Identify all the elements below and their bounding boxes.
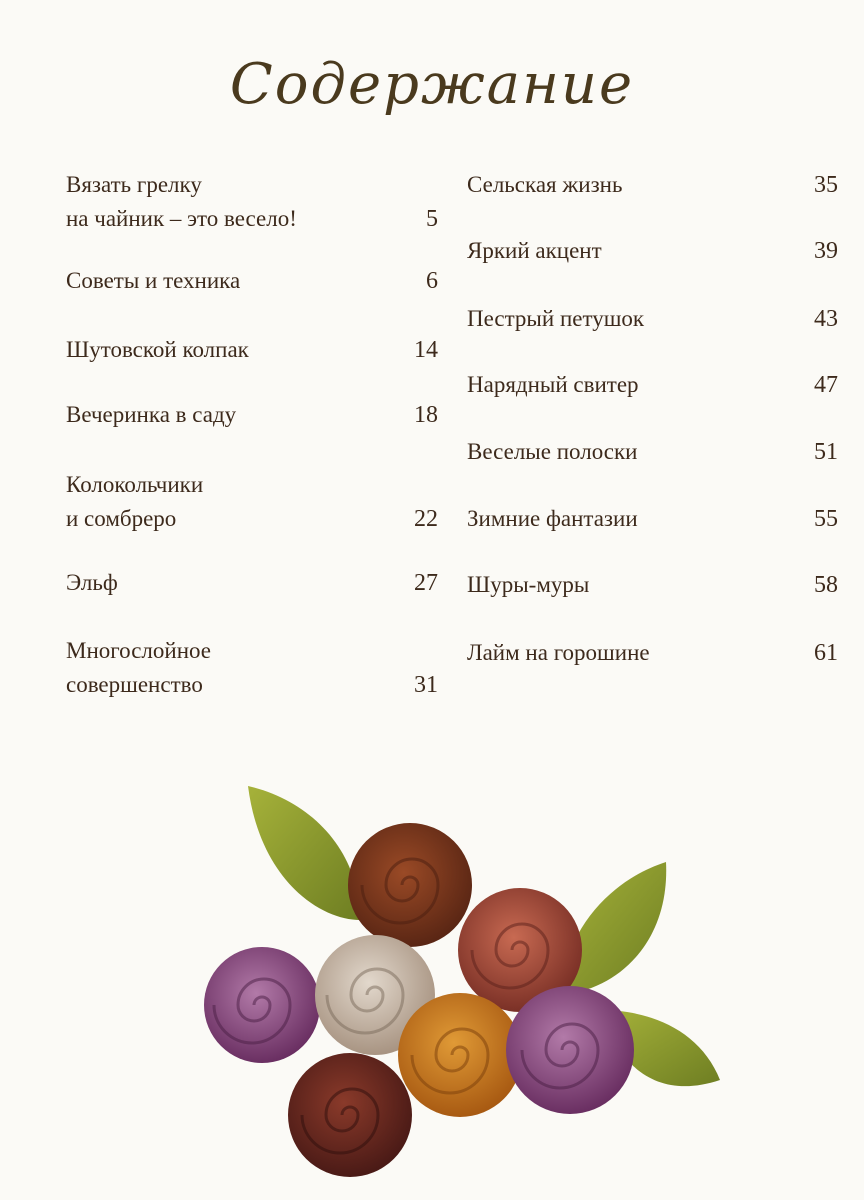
rose-red-bottom xyxy=(288,1053,412,1177)
toc-page-number: 5 xyxy=(426,206,438,232)
toc-entry[interactable] xyxy=(66,634,438,702)
toc-page-number: 55 xyxy=(814,506,838,532)
toc-entry-title-line: Эльф xyxy=(66,570,118,595)
toc-entry-title-line: Шуры-муры xyxy=(467,572,590,597)
toc-entry[interactable] xyxy=(66,333,438,367)
toc-entry[interactable] xyxy=(66,168,438,236)
toc-entry[interactable] xyxy=(467,168,838,202)
toc-entry[interactable] xyxy=(467,435,838,469)
toc-entry[interactable] xyxy=(467,368,838,402)
toc-page-number: 58 xyxy=(814,572,838,598)
toc-page-number: 51 xyxy=(814,439,838,465)
toc-entry[interactable] xyxy=(467,636,838,670)
toc-entry-title-line: на чайник – это весело! xyxy=(66,206,297,231)
toc-entry-title-line: Шутовской колпак xyxy=(66,337,249,362)
toc-entry[interactable] xyxy=(467,302,838,336)
toc-entry[interactable] xyxy=(66,264,438,298)
toc-entry-title-line: Вязать грелку xyxy=(66,172,202,197)
toc-entry-title-line: совершенство xyxy=(66,672,203,697)
toc-entry-title-line: Веселые полоски xyxy=(467,439,638,464)
toc-entry[interactable] xyxy=(66,566,438,600)
toc-entry[interactable] xyxy=(467,234,838,268)
page-title: Содержание xyxy=(229,52,635,117)
toc-entry-title-line: Советы и техника xyxy=(66,268,241,293)
toc-page-number: 39 xyxy=(814,238,838,264)
toc-page-number: 43 xyxy=(814,306,838,332)
rose-brown-top xyxy=(348,823,472,947)
toc-page-number: 14 xyxy=(414,337,438,363)
toc-page-number: 22 xyxy=(414,506,438,532)
toc-entry-title-line: Нарядный свитер xyxy=(467,372,639,397)
toc-entry-title-line: и сомбреро xyxy=(66,506,177,531)
toc-entry-title-line: Сельская жизнь xyxy=(467,172,623,197)
toc-entry-title-line: Яркий акцент xyxy=(467,238,602,263)
rose-purple-right xyxy=(506,986,634,1114)
toc-page-number: 47 xyxy=(814,372,838,398)
toc-entry[interactable] xyxy=(467,502,838,536)
toc-page-number: 61 xyxy=(814,640,838,666)
rose-purple-left xyxy=(204,947,320,1063)
leaf-top-left xyxy=(248,786,360,920)
toc-entry[interactable] xyxy=(467,568,838,602)
toc-page-number: 6 xyxy=(426,268,438,294)
toc-page-number: 27 xyxy=(414,570,438,596)
knitted-roses-illustration xyxy=(200,770,740,1190)
toc-entry-title-line: Пестрый петушок xyxy=(467,306,645,331)
toc-page-number: 35 xyxy=(814,172,838,198)
rose-orange xyxy=(398,993,522,1117)
toc-entry[interactable] xyxy=(66,398,438,432)
toc-entry-title-line: Многослойное xyxy=(66,638,211,663)
toc-entry-title-line: Зимние фантазии xyxy=(467,506,638,531)
toc-page-number: 31 xyxy=(414,672,438,698)
toc-page-number: 18 xyxy=(414,402,438,428)
toc-entry-title-line: Колокольчики xyxy=(66,472,204,497)
toc-entry[interactable] xyxy=(66,468,438,536)
toc-entry-title-line: Вечеринка в саду xyxy=(66,402,237,427)
toc-entry-title-line: Лайм на горошине xyxy=(467,640,650,665)
